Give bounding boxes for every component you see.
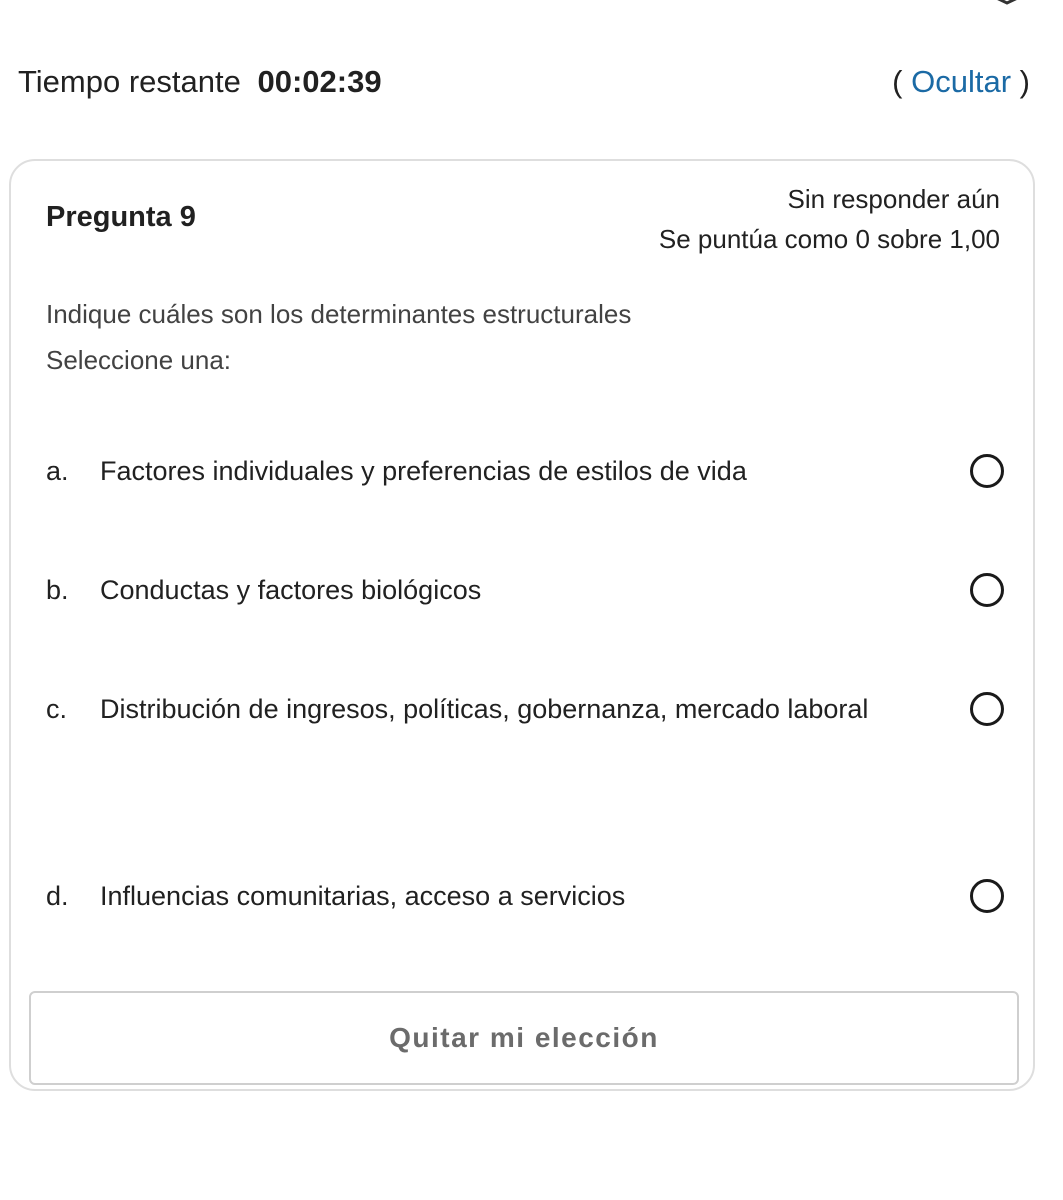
option-letter: c. [46,694,68,724]
option-c[interactable] [46,675,1004,743]
timer-value: 00:02:39 [257,64,382,99]
question-status: Sin responder aún [787,184,1000,214]
option-b[interactable] [46,556,1004,624]
paren-open: ( [892,64,903,99]
close-icon[interactable] [984,0,1030,8]
radio-option-c[interactable] [970,692,1004,726]
clear-choice-button[interactable]: Quitar mi elección [29,991,1019,1085]
option-a[interactable] [46,437,1004,505]
radio-option-d[interactable] [970,879,1004,913]
question-score: Se puntúa como 0 sobre 1,00 [658,224,1000,254]
timer-label: Tiempo restante [18,64,241,99]
option-d[interactable] [46,862,1004,930]
option-letter: d. [46,881,69,911]
timer [18,64,382,100]
timer-toggle [892,64,1030,100]
hide-timer-link[interactable]: Ocultar [911,64,1012,99]
paren-close: ) [1019,64,1030,99]
option-letter: b. [46,575,69,605]
option-text: Distribución de ingresos, políticas, gobernanza, mercado laboral [100,694,869,724]
radio-option-b[interactable] [970,573,1004,607]
question-text: Indique cuáles son los determinantes estructurales [46,299,632,329]
question-card [9,159,1035,1091]
option-text: Conductas y factores biológicos [100,575,482,605]
radio-option-a[interactable] [970,454,1004,488]
option-letter: a. [46,456,69,486]
timer-bar [18,60,1030,104]
question-number: Pregunta 9 [46,201,196,233]
question-info [659,179,1000,259]
question-prompt: Seleccione una: [46,345,232,375]
option-text: Influencias comunitarias, acceso a servicios [100,881,626,911]
option-text: Factores individuales y preferencias de estilos de vida [100,456,747,486]
